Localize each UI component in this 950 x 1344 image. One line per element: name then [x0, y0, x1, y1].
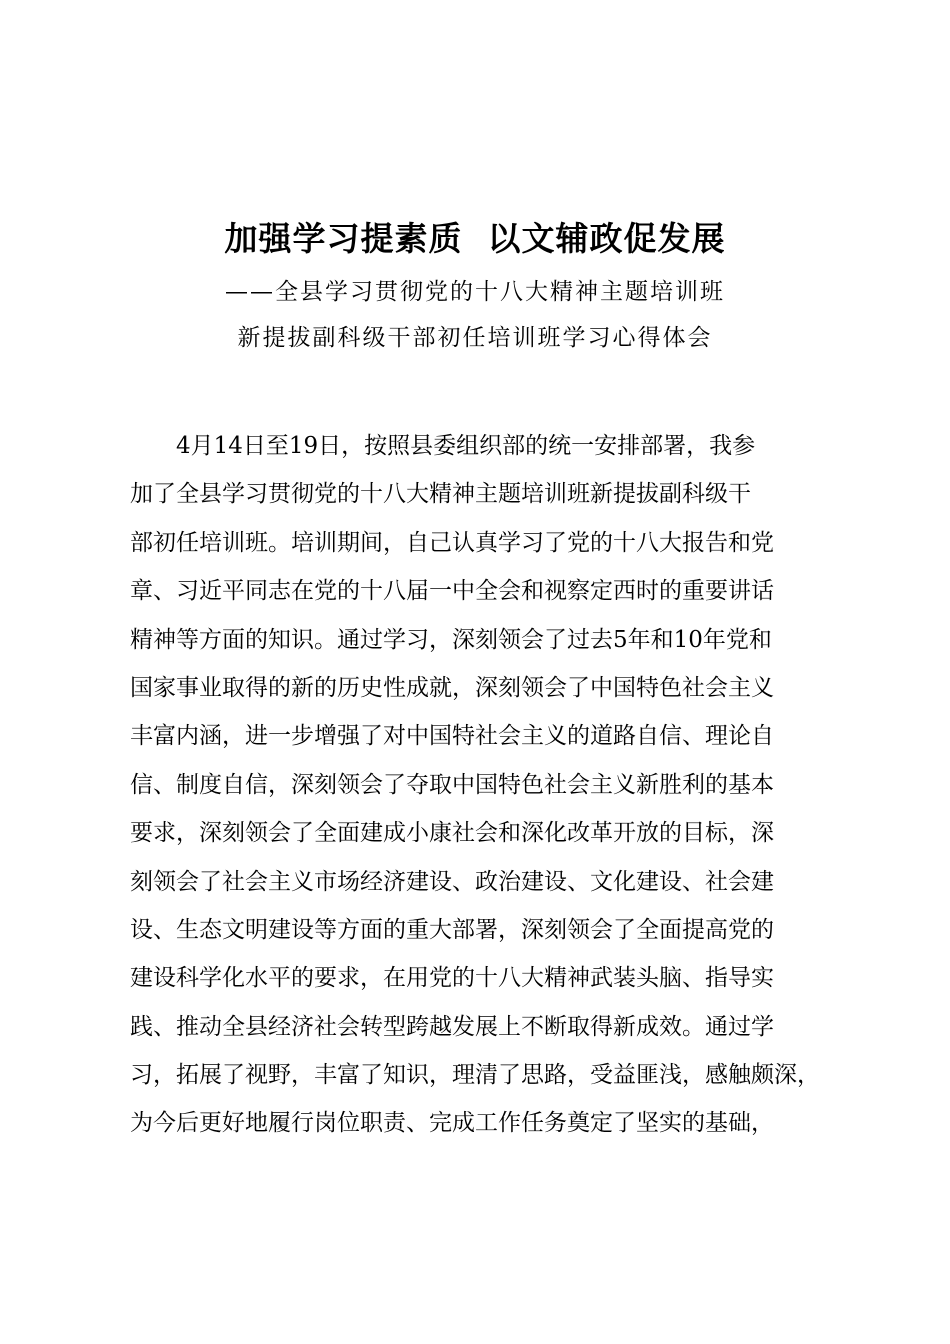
- document-subtitle-line-2: 新提拔副科级干部初任培训班学习心得体会: [237, 325, 713, 351]
- body-line: 部初任培训班。培训期间，自己认真学习了党的十八大报告和党: [130, 529, 774, 556]
- body-line: 践、推动全县经济社会转型跨越发展上不断取得新成效。通过学: [130, 1013, 774, 1040]
- body-line: 4月14日至19日，按照县委组织部的统一安排部署，我参: [176, 433, 756, 459]
- body-line: 精神等方面的知识。通过学习，深刻领会了过去5年和10年党和: [130, 626, 772, 653]
- body-line: 信、制度自信，深刻领会了夺取中国特色社会主义新胜利的基本: [130, 771, 774, 798]
- body-paragraph: [130, 422, 830, 1148]
- body-line: 国家事业取得的新的历史性成就，深刻领会了中国特色社会主义: [130, 674, 774, 701]
- body-line: 章、习近平同志在党的十八届一中全会和视察定西时的重要讲话: [130, 578, 774, 605]
- document-subtitle-line-1: ——全县学习贯彻党的十八大精神主题培训班: [225, 279, 725, 305]
- body-line: 丰富内涵，进一步增强了对中国特社会主义的道路自信、理论自: [130, 723, 774, 750]
- body-line: 建设科学化水平的要求，在用党的十八大精神武装头脑、指导实: [130, 965, 774, 992]
- body-line: 设、生态文明建设等方面的重大部署，深刻领会了全面提高党的: [130, 916, 774, 943]
- body-line: 要求，深刻领会了全面建成小康社会和深化改革开放的目标，深: [130, 820, 774, 847]
- body-line: 习，拓展了视野，丰富了知识，理清了思路，受益匪浅，感触颇深，: [130, 1062, 820, 1089]
- body-line: 刻领会了社会主义市场经济建设、政治建设、文化建设、社会建: [130, 868, 774, 895]
- document-title: 加强学习提素质 以文辅政促发展: [224, 219, 726, 258]
- body-line: 加了全县学习贯彻党的十八大精神主题培训班新提拔副科级干: [130, 481, 751, 508]
- body-line: 为今后更好地履行岗位职责、完成工作任务奠定了坚实的基础，: [130, 1110, 774, 1137]
